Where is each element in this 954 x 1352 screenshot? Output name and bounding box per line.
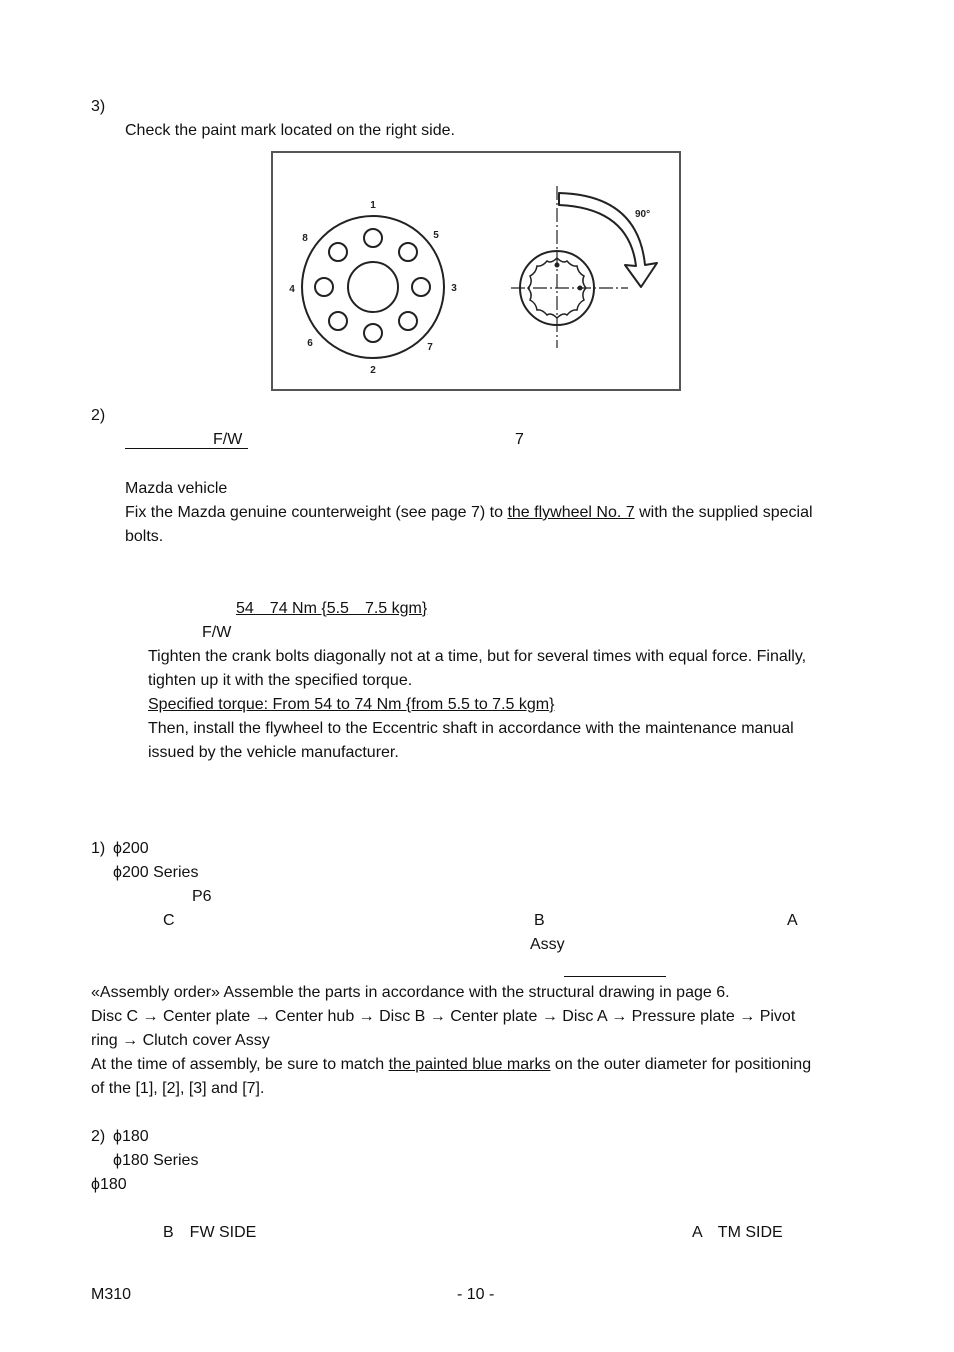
section-number: 2) xyxy=(91,407,106,424)
paint-mark-text: Check the paint mark located on the right side. xyxy=(125,122,455,139)
tighten-text-cont: tighten up it with the specified torque. xyxy=(148,672,413,689)
section-number: 3) xyxy=(91,98,106,115)
counterweight-text-cont: bolts. xyxy=(125,528,164,545)
install-text-cont: issued by the vehicle manufacturer. xyxy=(148,744,399,761)
rotation-arrow xyxy=(559,193,657,287)
flywheel-diagram xyxy=(271,151,681,391)
tm-side-label: A TM SIDE xyxy=(692,1224,783,1241)
phi180-heading: ϕ180 xyxy=(113,1128,149,1145)
assembly-order: «Assembly order» Assemble the parts in accordance with the structural drawing in page 6. xyxy=(91,984,730,1001)
phi180-label: ϕ180 xyxy=(91,1176,127,1193)
page-ref-p6: P6 xyxy=(192,888,212,905)
install-text: Then, install the flywheel to the Eccentric shaft in accordance with the maintenance manual xyxy=(148,720,794,737)
hole-label-6: 6 xyxy=(307,338,313,349)
assembly-sequence: Disc C → Center plate → Center hub → Disc B → Center plate → Disc A → Pressure plate → Pivot xyxy=(91,1008,796,1025)
disc-a-label: A xyxy=(787,912,798,929)
torque-jp: 54 74 Nm {5.5 7.5 kgm} xyxy=(236,600,428,617)
bolt-holes xyxy=(315,229,430,342)
phi200-series: ϕ200 Series xyxy=(113,864,199,881)
tighten-text: Tighten the crank bolts diagonally not at a time, but for several times with equal force. Finally, xyxy=(148,648,807,665)
hole-label-5: 5 xyxy=(433,230,439,241)
hole-label-7: 7 xyxy=(427,342,433,353)
fw-side-label: B FW SIDE xyxy=(163,1224,257,1241)
blue-marks-text-cont: of the [1], [2], [3] and [7]. xyxy=(91,1080,265,1097)
flywheel-diagram-svg xyxy=(273,153,683,393)
item-number: 2) xyxy=(91,1128,106,1145)
specified-torque: Specified torque: From 54 to 74 Nm {from 5.5 to 7.5 kgm} xyxy=(148,696,555,713)
angle-label: 90° xyxy=(635,209,651,220)
page-ref-number: 7 xyxy=(515,431,524,448)
hole-label-2: 2 xyxy=(370,365,376,376)
underline-rule xyxy=(564,976,666,977)
item-number: 1) xyxy=(91,840,106,857)
hole-label-8: 8 xyxy=(302,233,308,244)
phi200-heading: ϕ200 xyxy=(113,840,149,857)
phi180-series: ϕ180 Series xyxy=(113,1152,199,1169)
hole-label-1: 1 xyxy=(370,200,376,211)
assembly-sequence-cont: ring → Clutch cover Assy xyxy=(91,1032,270,1049)
disc-b-label: B xyxy=(534,912,545,929)
hole-label-3: 3 xyxy=(451,283,457,294)
footer-model: M310 xyxy=(91,1286,132,1303)
page-number: - 10 - xyxy=(457,1286,495,1303)
hole-label-4: 4 xyxy=(289,284,295,295)
mazda-vehicle-heading: Mazda vehicle xyxy=(125,480,228,497)
fw-label: F/W xyxy=(213,431,243,448)
counterweight-text: Fix the Mazda genuine counterweight (see page 7) to the flywheel No. 7 with the supplied special xyxy=(125,504,813,521)
fw-label-2: F/W xyxy=(202,624,232,641)
assy-label: Assy xyxy=(530,936,565,953)
disc-c-label: C xyxy=(163,912,175,929)
blue-marks-text: At the time of assembly, be sure to match the painted blue marks on the outer diameter for positioning xyxy=(91,1056,812,1073)
